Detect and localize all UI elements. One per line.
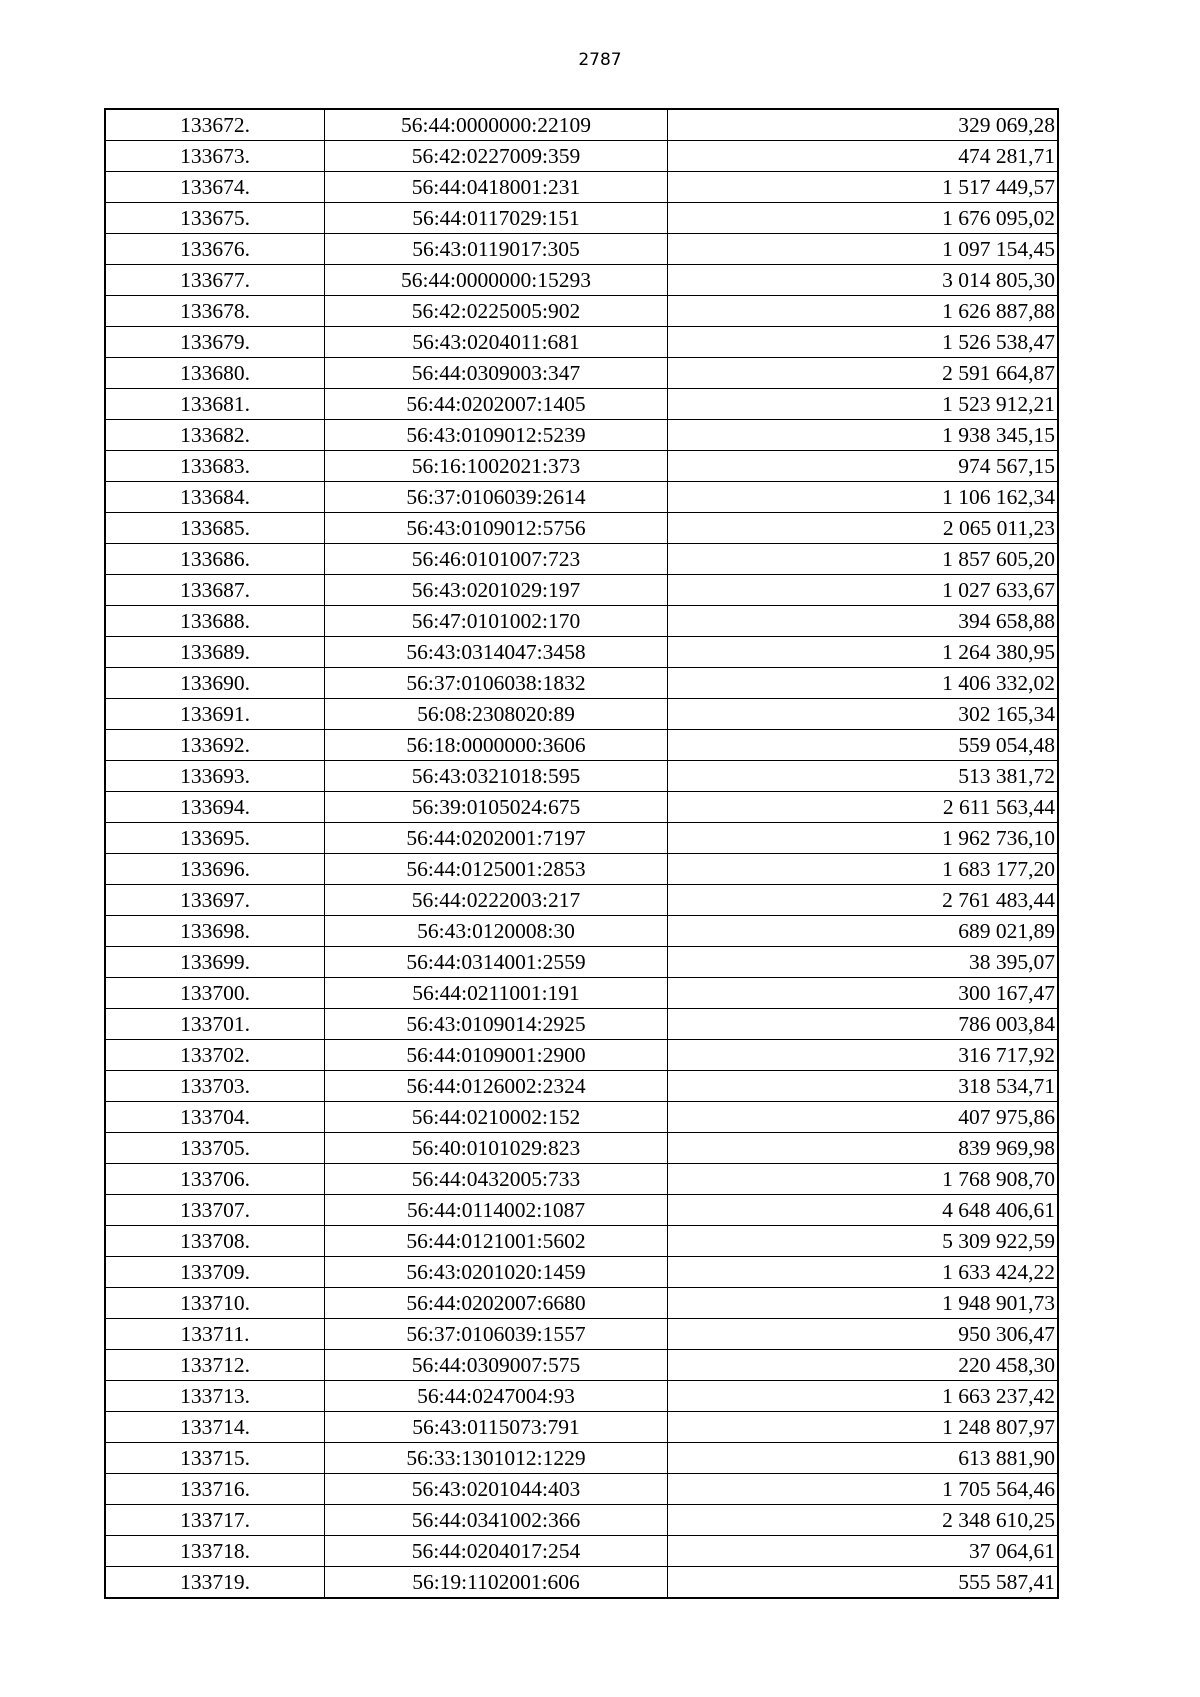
cadastral-value-cell: 2 348 610,25 xyxy=(668,1505,1059,1536)
cadastral-value-cell: 1 517 449,57 xyxy=(668,172,1059,203)
table-row xyxy=(105,109,1058,141)
row-number-cell: 133691. xyxy=(105,699,325,730)
cadastral-value-cell: 1 097 154,45 xyxy=(668,234,1059,265)
cadastral-number-cell: 56:43:0201020:1459 xyxy=(325,1257,668,1288)
table-row xyxy=(105,1226,1058,1257)
row-number-cell: 133682. xyxy=(105,420,325,451)
cadastral-value-cell: 316 717,92 xyxy=(668,1040,1059,1071)
table-row xyxy=(105,265,1058,296)
table-row xyxy=(105,1040,1058,1071)
cadastral-number-cell: 56:43:0115073:791 xyxy=(325,1412,668,1443)
table-row xyxy=(105,854,1058,885)
cadastral-number-cell: 56:43:0314047:3458 xyxy=(325,637,668,668)
row-number-cell: 133707. xyxy=(105,1195,325,1226)
row-number-cell: 133702. xyxy=(105,1040,325,1071)
table-row xyxy=(105,730,1058,761)
cadastral-number-cell: 56:44:0247004:93 xyxy=(325,1381,668,1412)
table-row xyxy=(105,1071,1058,1102)
cadastral-number-cell: 56:43:0109012:5239 xyxy=(325,420,668,451)
cadastral-number-cell: 56:42:0227009:359 xyxy=(325,141,668,172)
cadastral-value-cell: 1 523 912,21 xyxy=(668,389,1059,420)
row-number-cell: 133683. xyxy=(105,451,325,482)
cadastral-value-cell: 474 281,71 xyxy=(668,141,1059,172)
row-number-cell: 133704. xyxy=(105,1102,325,1133)
cadastral-value-cell: 302 165,34 xyxy=(668,699,1059,730)
table-row xyxy=(105,1443,1058,1474)
cadastral-number-cell: 56:44:0202007:6680 xyxy=(325,1288,668,1319)
cadastral-value-cell: 2 065 011,23 xyxy=(668,513,1059,544)
cadastral-value-table xyxy=(104,108,1059,1599)
cadastral-value-cell: 37 064,61 xyxy=(668,1536,1059,1567)
cadastral-value-cell: 1 626 887,88 xyxy=(668,296,1059,327)
cadastral-number-cell: 56:44:0109001:2900 xyxy=(325,1040,668,1071)
cadastral-number-cell: 56:08:2308020:89 xyxy=(325,699,668,730)
row-number-cell: 133698. xyxy=(105,916,325,947)
cadastral-number-cell: 56:44:0309007:575 xyxy=(325,1350,668,1381)
table-row xyxy=(105,296,1058,327)
cadastral-number-cell: 56:43:0119017:305 xyxy=(325,234,668,265)
table-row xyxy=(105,358,1058,389)
cadastral-value-cell: 1 962 736,10 xyxy=(668,823,1059,854)
row-number-cell: 133673. xyxy=(105,141,325,172)
cadastral-value-cell: 1 106 162,34 xyxy=(668,482,1059,513)
cadastral-value-cell: 3 014 805,30 xyxy=(668,265,1059,296)
cadastral-number-cell: 56:43:0120008:30 xyxy=(325,916,668,947)
row-number-cell: 133678. xyxy=(105,296,325,327)
table-body xyxy=(105,109,1058,1598)
cadastral-number-cell: 56:37:0106039:2614 xyxy=(325,482,668,513)
table-row xyxy=(105,823,1058,854)
cadastral-value-cell: 1 027 633,67 xyxy=(668,575,1059,606)
table-row xyxy=(105,172,1058,203)
cadastral-number-cell: 56:43:0204011:681 xyxy=(325,327,668,358)
table-row xyxy=(105,513,1058,544)
cadastral-number-cell: 56:44:0204017:254 xyxy=(325,1536,668,1567)
cadastral-number-cell: 56:44:0210002:152 xyxy=(325,1102,668,1133)
cadastral-number-cell: 56:43:0201029:197 xyxy=(325,575,668,606)
row-number-cell: 133712. xyxy=(105,1350,325,1381)
cadastral-value-cell: 38 395,07 xyxy=(668,947,1059,978)
table-row xyxy=(105,1350,1058,1381)
cadastral-number-cell: 56:43:0321018:595 xyxy=(325,761,668,792)
table-row xyxy=(105,699,1058,730)
row-number-cell: 133695. xyxy=(105,823,325,854)
table-row xyxy=(105,1412,1058,1443)
row-number-cell: 133719. xyxy=(105,1567,325,1599)
cadastral-number-cell: 56:16:1002021:373 xyxy=(325,451,668,482)
cadastral-number-cell: 56:47:0101002:170 xyxy=(325,606,668,637)
row-number-cell: 133716. xyxy=(105,1474,325,1505)
cadastral-value-cell: 1 633 424,22 xyxy=(668,1257,1059,1288)
table-row xyxy=(105,916,1058,947)
page-number: 2787 xyxy=(578,50,622,70)
cadastral-value-cell: 1 663 237,42 xyxy=(668,1381,1059,1412)
table-row xyxy=(105,885,1058,916)
cadastral-number-cell: 56:44:0341002:366 xyxy=(325,1505,668,1536)
table-row xyxy=(105,1319,1058,1350)
table-row xyxy=(105,637,1058,668)
cadastral-number-cell: 56:44:0117029:151 xyxy=(325,203,668,234)
row-number-cell: 133675. xyxy=(105,203,325,234)
cadastral-number-cell: 56:44:0309003:347 xyxy=(325,358,668,389)
cadastral-number-cell: 56:44:0418001:231 xyxy=(325,172,668,203)
row-number-cell: 133690. xyxy=(105,668,325,699)
row-number-cell: 133699. xyxy=(105,947,325,978)
row-number-cell: 133694. xyxy=(105,792,325,823)
row-number-cell: 133672. xyxy=(105,109,325,141)
cadastral-value-cell: 407 975,86 xyxy=(668,1102,1059,1133)
cadastral-value-cell: 1 676 095,02 xyxy=(668,203,1059,234)
cadastral-value-cell: 1 705 564,46 xyxy=(668,1474,1059,1505)
cadastral-number-cell: 56:44:0202007:1405 xyxy=(325,389,668,420)
table-row xyxy=(105,606,1058,637)
table-row xyxy=(105,1536,1058,1567)
cadastral-number-cell: 56:43:0109014:2925 xyxy=(325,1009,668,1040)
row-number-cell: 133688. xyxy=(105,606,325,637)
table-row xyxy=(105,1288,1058,1319)
row-number-cell: 133684. xyxy=(105,482,325,513)
row-number-cell: 133713. xyxy=(105,1381,325,1412)
cadastral-value-cell: 513 381,72 xyxy=(668,761,1059,792)
cadastral-value-cell: 318 534,71 xyxy=(668,1071,1059,1102)
cadastral-number-cell: 56:42:0225005:902 xyxy=(325,296,668,327)
table-row xyxy=(105,947,1058,978)
table-row xyxy=(105,389,1058,420)
table-row xyxy=(105,482,1058,513)
cadastral-value-cell: 1 948 901,73 xyxy=(668,1288,1059,1319)
table-row xyxy=(105,1474,1058,1505)
row-number-cell: 133703. xyxy=(105,1071,325,1102)
cadastral-value-cell: 689 021,89 xyxy=(668,916,1059,947)
table-row xyxy=(105,792,1058,823)
row-number-cell: 133710. xyxy=(105,1288,325,1319)
table-row xyxy=(105,1102,1058,1133)
row-number-cell: 133692. xyxy=(105,730,325,761)
table-row xyxy=(105,544,1058,575)
row-number-cell: 133715. xyxy=(105,1443,325,1474)
row-number-cell: 133696. xyxy=(105,854,325,885)
cadastral-value-cell: 974 567,15 xyxy=(668,451,1059,482)
cadastral-value-cell: 1 683 177,20 xyxy=(668,854,1059,885)
cadastral-number-cell: 56:44:0314001:2559 xyxy=(325,947,668,978)
cadastral-number-cell: 56:44:0202001:7197 xyxy=(325,823,668,854)
row-number-cell: 133709. xyxy=(105,1257,325,1288)
row-number-cell: 133705. xyxy=(105,1133,325,1164)
row-number-cell: 133680. xyxy=(105,358,325,389)
cadastral-number-cell: 56:44:0222003:217 xyxy=(325,885,668,916)
cadastral-value-cell: 786 003,84 xyxy=(668,1009,1059,1040)
cadastral-value-cell: 1 768 908,70 xyxy=(668,1164,1059,1195)
cadastral-number-cell: 56:44:0000000:22109 xyxy=(325,109,668,141)
table-row xyxy=(105,1257,1058,1288)
table-row xyxy=(105,1567,1058,1599)
row-number-cell: 133685. xyxy=(105,513,325,544)
table-row xyxy=(105,451,1058,482)
table-row xyxy=(105,575,1058,606)
table-row xyxy=(105,141,1058,172)
cadastral-value-cell: 2 611 563,44 xyxy=(668,792,1059,823)
row-number-cell: 133681. xyxy=(105,389,325,420)
row-number-cell: 133676. xyxy=(105,234,325,265)
cadastral-value-cell: 559 054,48 xyxy=(668,730,1059,761)
cadastral-number-cell: 56:44:0000000:15293 xyxy=(325,265,668,296)
row-number-cell: 133708. xyxy=(105,1226,325,1257)
cadastral-number-cell: 56:39:0105024:675 xyxy=(325,792,668,823)
cadastral-number-cell: 56:18:0000000:3606 xyxy=(325,730,668,761)
cadastral-number-cell: 56:44:0432005:733 xyxy=(325,1164,668,1195)
table-row xyxy=(105,1009,1058,1040)
cadastral-number-cell: 56:33:1301012:1229 xyxy=(325,1443,668,1474)
cadastral-value-cell: 1 264 380,95 xyxy=(668,637,1059,668)
cadastral-value-cell: 220 458,30 xyxy=(668,1350,1059,1381)
row-number-cell: 133687. xyxy=(105,575,325,606)
cadastral-number-cell: 56:37:0106038:1832 xyxy=(325,668,668,699)
cadastral-number-cell: 56:46:0101007:723 xyxy=(325,544,668,575)
cadastral-number-cell: 56:44:0211001:191 xyxy=(325,978,668,1009)
cadastral-value-cell: 2 761 483,44 xyxy=(668,885,1059,916)
cadastral-value-cell: 4 648 406,61 xyxy=(668,1195,1059,1226)
cadastral-value-cell: 329 069,28 xyxy=(668,109,1059,141)
table-row xyxy=(105,203,1058,234)
row-number-cell: 133718. xyxy=(105,1536,325,1567)
row-number-cell: 133693. xyxy=(105,761,325,792)
cadastral-value-cell: 394 658,88 xyxy=(668,606,1059,637)
table-row xyxy=(105,761,1058,792)
cadastral-value-cell: 1 526 538,47 xyxy=(668,327,1059,358)
cadastral-number-cell: 56:44:0126002:2324 xyxy=(325,1071,668,1102)
cadastral-value-cell: 1 938 345,15 xyxy=(668,420,1059,451)
cadastral-number-cell: 56:37:0106039:1557 xyxy=(325,1319,668,1350)
cadastral-number-cell: 56:44:0121001:5602 xyxy=(325,1226,668,1257)
row-number-cell: 133701. xyxy=(105,1009,325,1040)
cadastral-value-cell: 1 406 332,02 xyxy=(668,668,1059,699)
row-number-cell: 133674. xyxy=(105,172,325,203)
table-row xyxy=(105,1133,1058,1164)
table-row xyxy=(105,420,1058,451)
cadastral-number-cell: 56:43:0201044:403 xyxy=(325,1474,668,1505)
cadastral-value-cell: 839 969,98 xyxy=(668,1133,1059,1164)
cadastral-value-cell: 1 248 807,97 xyxy=(668,1412,1059,1443)
row-number-cell: 133686. xyxy=(105,544,325,575)
cadastral-value-cell: 555 587,41 xyxy=(668,1567,1059,1599)
row-number-cell: 133689. xyxy=(105,637,325,668)
cadastral-value-cell: 5 309 922,59 xyxy=(668,1226,1059,1257)
cadastral-number-cell: 56:40:0101029:823 xyxy=(325,1133,668,1164)
cadastral-number-cell: 56:44:0125001:2853 xyxy=(325,854,668,885)
cadastral-number-cell: 56:43:0109012:5756 xyxy=(325,513,668,544)
table-row xyxy=(105,1505,1058,1536)
row-number-cell: 133714. xyxy=(105,1412,325,1443)
row-number-cell: 133700. xyxy=(105,978,325,1009)
cadastral-number-cell: 56:19:1102001:606 xyxy=(325,1567,668,1599)
table-row xyxy=(105,1381,1058,1412)
cadastral-number-cell: 56:44:0114002:1087 xyxy=(325,1195,668,1226)
table-row xyxy=(105,1195,1058,1226)
cadastral-value-cell: 613 881,90 xyxy=(668,1443,1059,1474)
cadastral-value-cell: 2 591 664,87 xyxy=(668,358,1059,389)
cadastral-value-cell: 950 306,47 xyxy=(668,1319,1059,1350)
table-row xyxy=(105,234,1058,265)
row-number-cell: 133677. xyxy=(105,265,325,296)
row-number-cell: 133697. xyxy=(105,885,325,916)
table-row xyxy=(105,327,1058,358)
cadastral-value-cell: 300 167,47 xyxy=(668,978,1059,1009)
row-number-cell: 133679. xyxy=(105,327,325,358)
table-row xyxy=(105,1164,1058,1195)
row-number-cell: 133706. xyxy=(105,1164,325,1195)
row-number-cell: 133711. xyxy=(105,1319,325,1350)
table-row xyxy=(105,978,1058,1009)
row-number-cell: 133717. xyxy=(105,1505,325,1536)
cadastral-value-cell: 1 857 605,20 xyxy=(668,544,1059,575)
table-row xyxy=(105,668,1058,699)
